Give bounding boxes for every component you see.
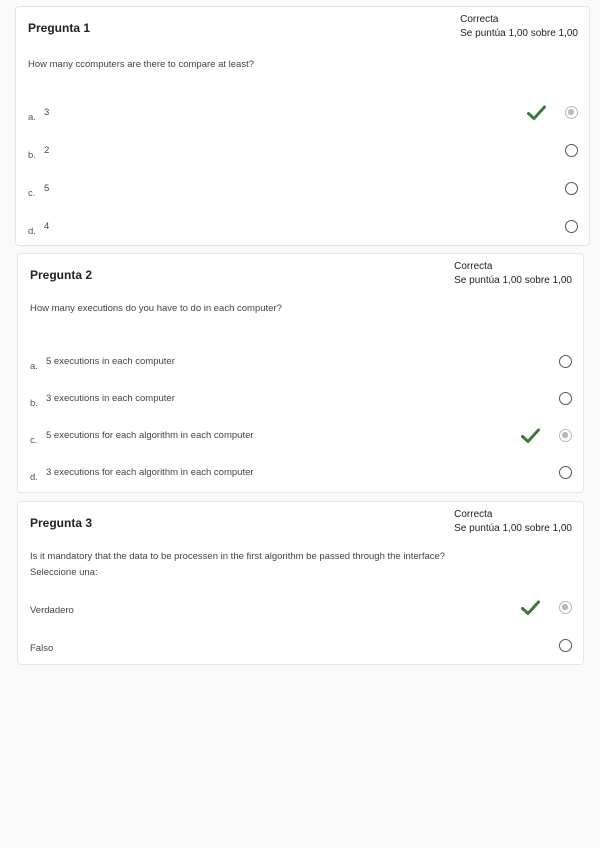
status-label: Correcta: [460, 14, 499, 25]
answer-option-d[interactable]: [30, 464, 572, 486]
option-letter: b.: [30, 398, 38, 409]
answer-option-c[interactable]: [28, 180, 578, 202]
option-text: 5 executions in each computer: [46, 356, 175, 367]
option-text: 2: [44, 145, 50, 156]
option-letter: d.: [30, 472, 38, 483]
question-text: How many ccomputers are there to compare at least?: [28, 59, 254, 70]
question-card-3: [17, 501, 584, 665]
radio-icon[interactable]: [565, 144, 578, 157]
option-text: Falso: [30, 643, 54, 654]
answer-option-a[interactable]: [28, 104, 578, 126]
radio-icon[interactable]: [565, 106, 578, 119]
score-label: Se puntúa 1,00 sobre 1,00: [460, 28, 578, 39]
answer-option-c[interactable]: [30, 427, 572, 449]
option-text: 3 executions for each algorithm in each computer: [46, 467, 254, 478]
question-text: [30, 549, 445, 581]
question-card-1: [15, 6, 590, 246]
radio-icon[interactable]: [565, 182, 578, 195]
radio-icon[interactable]: [559, 601, 572, 614]
question-title: Pregunta 2: [30, 268, 93, 282]
status-label: Correcta: [454, 509, 493, 520]
score-label: Se puntúa 1,00 sobre 1,00: [454, 523, 572, 534]
option-text: 3: [44, 107, 50, 118]
answer-option-b[interactable]: [30, 390, 572, 412]
option-letter: a.: [28, 112, 36, 123]
option-text: 3 executions in each computer: [46, 393, 175, 404]
status-label: Correcta: [454, 261, 493, 272]
checkmark-icon: [527, 105, 546, 121]
radio-icon[interactable]: [559, 355, 572, 368]
radio-icon[interactable]: [559, 639, 572, 652]
question-status: [460, 13, 578, 41]
radio-icon[interactable]: [559, 466, 572, 479]
question-text: How many executions do you have to do in each computer?: [30, 303, 282, 314]
question-card-2: [17, 253, 584, 493]
question-status: [454, 260, 572, 288]
question-prompt: Is it mandatory that the data to be processen in the first algorithm be passed through the interface?: [30, 551, 446, 562]
score-label: Se puntúa 1,00 sobre 1,00: [454, 275, 572, 286]
radio-icon[interactable]: [565, 220, 578, 233]
question-title: Pregunta 3: [30, 516, 93, 530]
option-letter: a.: [30, 361, 38, 372]
checkmark-icon: [521, 428, 540, 444]
answer-option-d[interactable]: [28, 218, 578, 240]
option-text: 5 executions for each algorithm in each computer: [46, 430, 254, 441]
answer-option-false[interactable]: [30, 637, 572, 659]
question-instruction: Seleccione una:: [30, 567, 98, 578]
option-letter: b.: [28, 150, 36, 161]
option-letter: c.: [30, 435, 38, 446]
option-letter: d.: [28, 226, 36, 237]
question-status: [454, 508, 572, 536]
option-text: 4: [44, 221, 50, 232]
option-text: Verdadero: [30, 605, 74, 616]
answer-option-b[interactable]: [28, 142, 578, 164]
option-text: 5: [44, 183, 50, 194]
radio-icon[interactable]: [559, 392, 572, 405]
checkmark-icon: [521, 600, 540, 616]
answer-option-a[interactable]: [30, 353, 572, 375]
option-letter: c.: [28, 188, 36, 199]
answer-option-true[interactable]: [30, 599, 572, 621]
question-title: Pregunta 1: [28, 21, 91, 35]
radio-icon[interactable]: [559, 429, 572, 442]
